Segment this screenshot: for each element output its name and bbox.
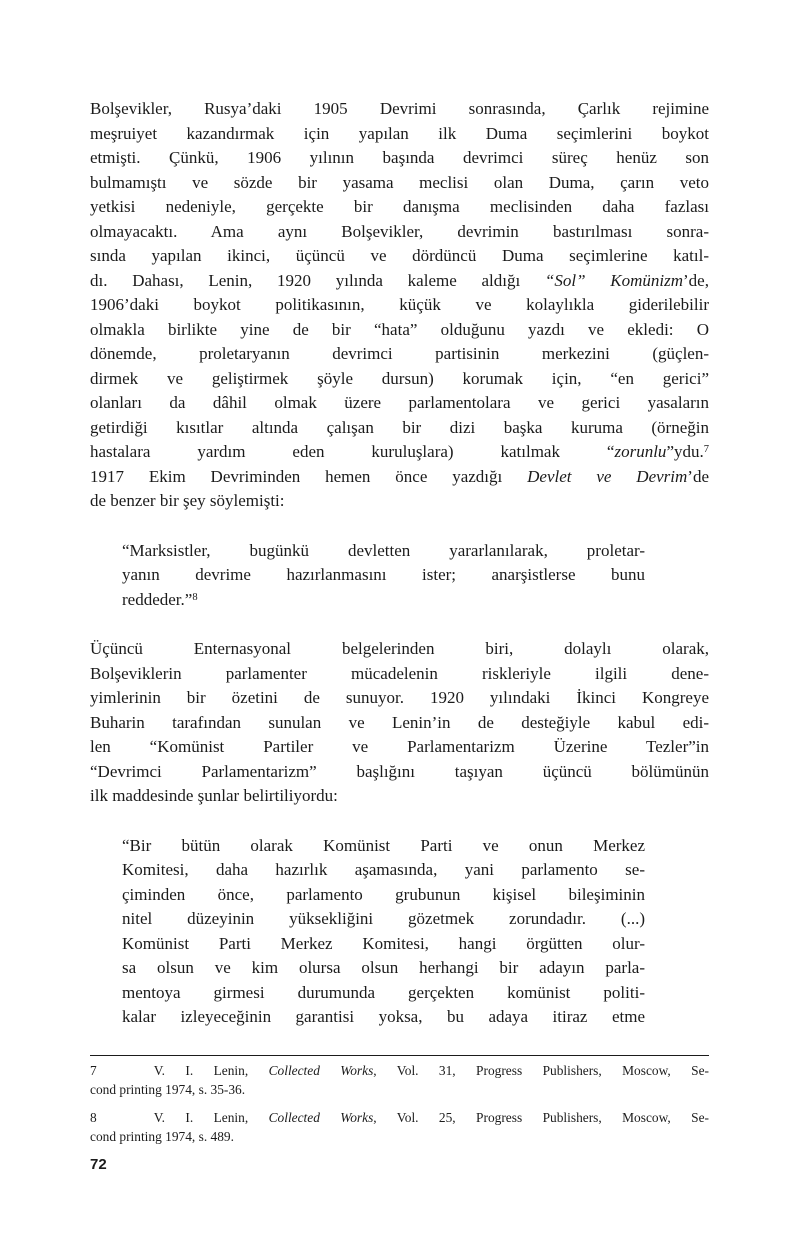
- footnote: [90, 1108, 709, 1146]
- text-line: reddeder.”$^8$: [122, 589, 198, 609]
- text-line: mentoya girmesi durumunda gerçekten komünist politi-: [122, 982, 645, 1002]
- text-line: dı. Dahası, Lenin, 1920 yılında kaleme aldığı “Sol” Komünizm’de,: [90, 270, 709, 290]
- page-number: 72: [90, 1156, 107, 1173]
- text-line: sa olsun ve kim olursa olsun herhangi bir adayın parla-: [122, 958, 645, 977]
- text-line: meşruiyet kazandırmak için yapılan ilk Duma seçimlerini boykot: [90, 123, 709, 143]
- text-line: len “Komünist Partiler ve Parlamentarizm Üzerine Tezler”in: [90, 737, 709, 756]
- text-line: dirmek ve geliştirmek şöyle dursun) korumak için, “en gerici”: [90, 368, 709, 388]
- text-line: yetkisi nedeniyle, gerçekte bir danışma meclisinden daha fazlası: [90, 197, 709, 216]
- footnote: [90, 1061, 709, 1099]
- footnote-number: 7: [90, 1062, 97, 1078]
- text-line: ilk maddesinde şunlar belirtiliyordu:: [90, 786, 338, 805]
- text-line: kalar izleyeceğinin garantisi yoksa, bu adaya itiraz etme: [122, 1007, 645, 1026]
- text-line: yimlerinin bir özetini de sunuyor. 1920 yılındaki İkinci Kongreye: [90, 688, 709, 707]
- text-line: sında yapılan ikinci, üçüncü ve dördüncü Duma seçimlerine katıl-: [90, 246, 709, 265]
- footnote-line: 7 V. I. Lenin, Collected Works, Vol. 31, Progress Publishers, Moscow, Se-: [90, 1062, 709, 1078]
- paragraph: [90, 637, 709, 809]
- text-line: “Devrimci Parlamentarizm” başlığını taşıyan üçüncü bölümünün: [90, 761, 709, 781]
- text-line: 1917 Ekim Devriminden hemen önce yazdığı Devlet ve Devrim’de: [90, 466, 709, 486]
- block-quote: [122, 539, 645, 613]
- block-quote: [122, 834, 645, 1030]
- text-line: hastalara yardım eden kuruluşlara) katılmak “zorunlu”ydu.$^7$: [90, 442, 709, 461]
- text-line: Üçüncü Enternasyonal belgelerinden biri, dolaylı olarak,: [90, 639, 709, 658]
- text-line: olanları da dâhil olmak üzere parlamentolara ve gerici yasaların: [90, 393, 709, 412]
- text-line: dönemde, proletaryanın devrimci partisinin merkezini (güçlen-: [90, 344, 709, 363]
- footnote-number: 8: [90, 1109, 97, 1125]
- text-line: olmakla birlikte yine de bir “hata” olduğunu yazdı ve ekledi: O: [90, 319, 709, 339]
- text-line: nitel düzeyinin yüksekliğini gözetmek zorundadır. (...): [122, 909, 645, 928]
- footnote-line: 8 V. I. Lenin, Collected Works, Vol. 25, Progress Publishers, Moscow, Se-: [90, 1109, 709, 1125]
- text-body: [90, 97, 709, 1030]
- text-line: “Marksistler, bugünkü devletten yararlanılarak, proletar-: [122, 540, 645, 560]
- text-line: Buharin tarafından sunulan ve Lenin’in de desteğiyle kabul edi-: [90, 712, 709, 732]
- footnote-line: cond printing 1974, s. 489.: [90, 1128, 234, 1144]
- footnotes: [90, 1056, 709, 1146]
- text-line: 1906’daki boykot politikasının, küçük ve kolaylıkla giderilebilir: [90, 295, 709, 314]
- text-line: “Bir bütün olarak Komünist Parti ve onun Merkez: [122, 835, 645, 855]
- text-line: etmişti. Çünkü, 1906 yılının başında devrimci süreç henüz son: [90, 148, 709, 167]
- text-line: yanın devrime hazırlanmasını ister; anarşistlerse bunu: [122, 565, 645, 584]
- text-line: çiminden önce, parlamento grubunun kişisel bileşiminin: [122, 884, 645, 904]
- text-line: Komitesi, daha hazırlık aşamasında, yani parlamento se-: [122, 860, 645, 879]
- text-line: Bolşeviklerin parlamenter mücadelenin riskleriyle ilgili dene-: [90, 663, 709, 683]
- paragraph: [90, 97, 709, 514]
- text-line: olmayacaktı. Ama aynı Bolşevikler, devrimin bastırılması sonra-: [90, 221, 709, 241]
- footnote-line: cond printing 1974, s. 35-36.: [90, 1081, 246, 1097]
- text-line: bulmamıştı ve sözde bir yasama meclisi olan Duma, çarın veto: [90, 172, 709, 192]
- text-line: Bolşevikler, Rusya’daki 1905 Devrimi sonrasında, Çarlık rejimine: [90, 99, 709, 118]
- text-line: getirdiği kısıtlar altında çalışan bir dizi başka kuruma (örneğin: [90, 417, 709, 437]
- text-line: Komünist Parti Merkez Komitesi, hangi örgütten olur-: [122, 933, 645, 953]
- text-line: de benzer bir şey söylemişti:: [90, 491, 285, 510]
